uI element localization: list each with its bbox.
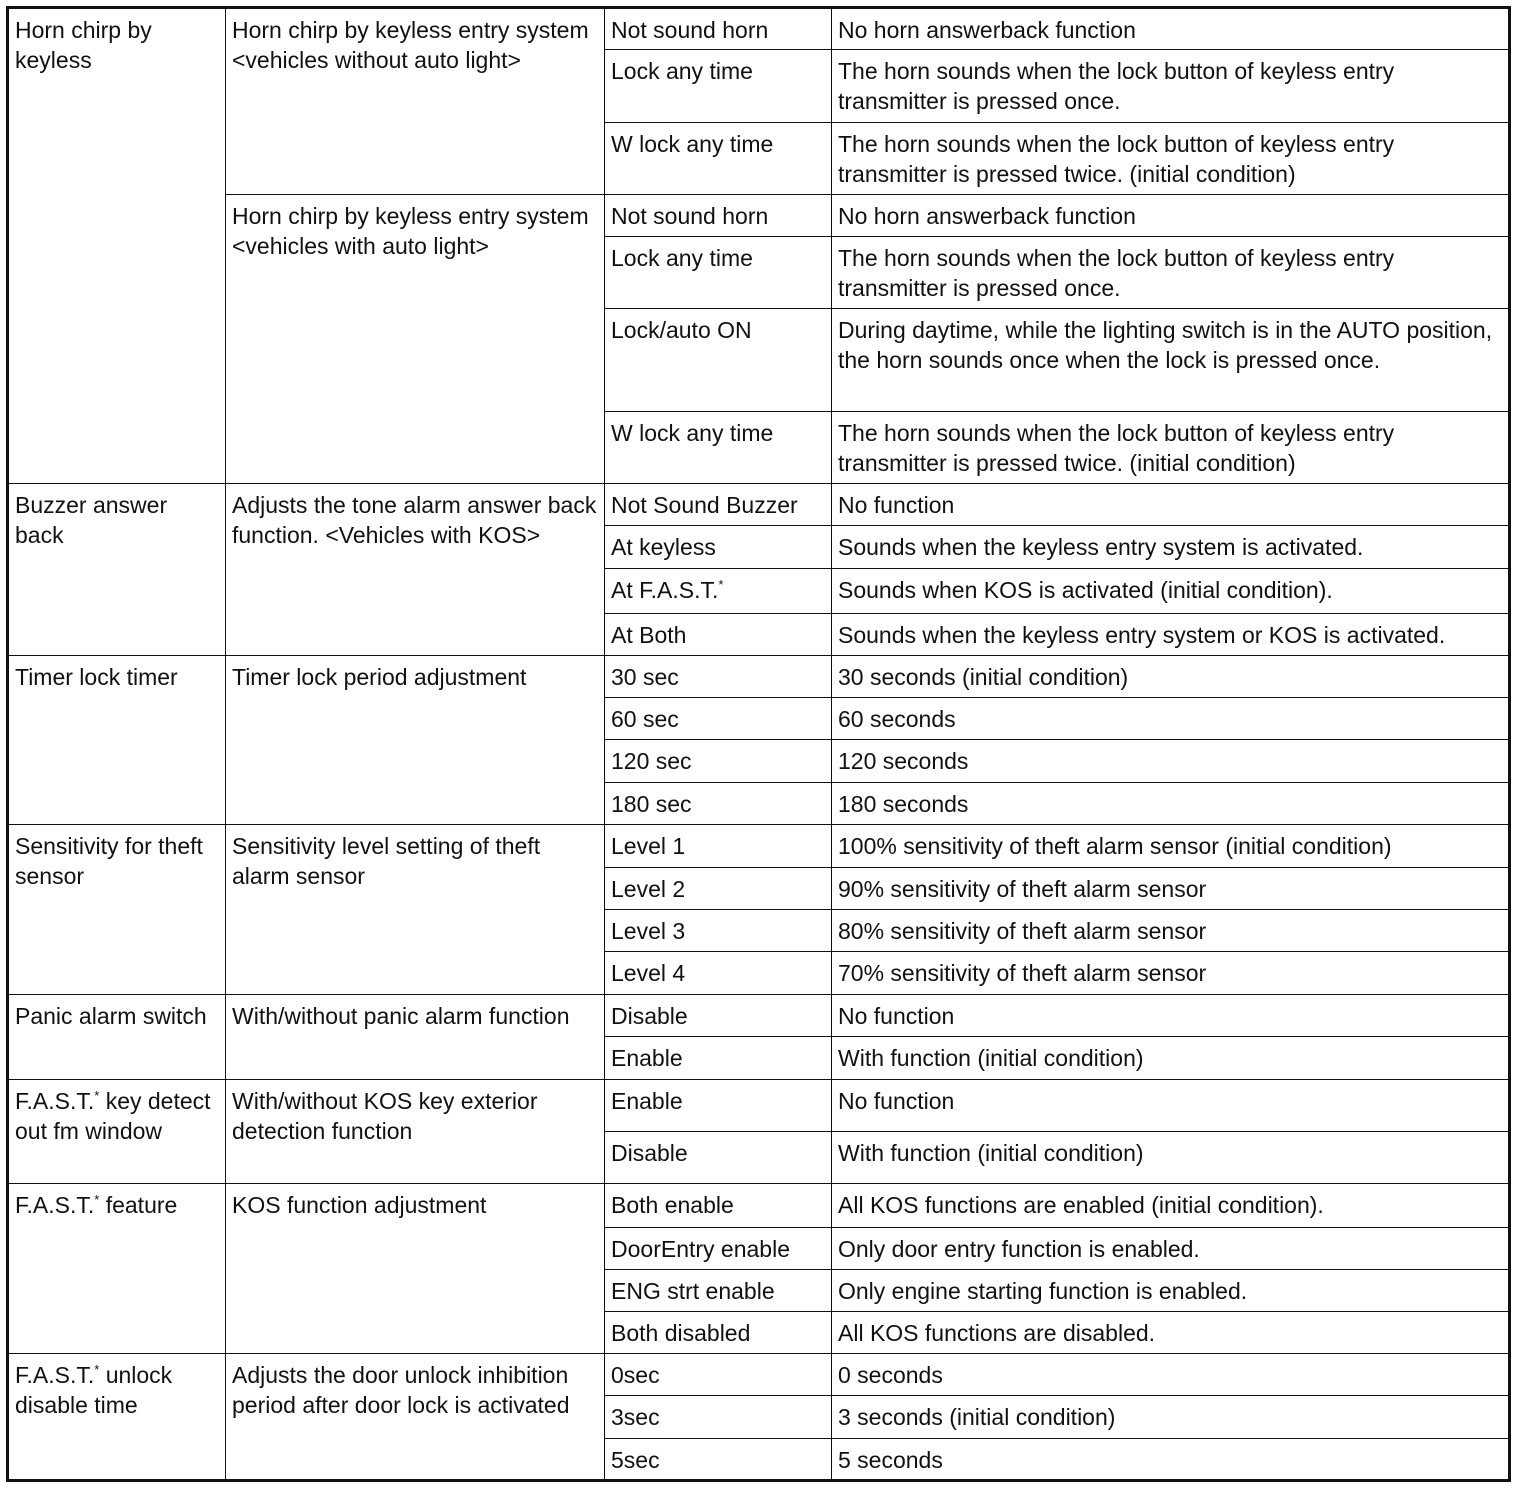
item-name: Panic alarm switch [15, 1002, 207, 1029]
result-cell: No function [832, 484, 1510, 526]
setting-cell [605, 824, 832, 867]
item-name-cell [8, 656, 226, 825]
result-cell: 30 seconds (initial condition) [832, 656, 1510, 698]
item-name-cell [8, 1079, 226, 1183]
setting-value: At Both [611, 621, 687, 648]
setting-value: W lock any time [611, 419, 774, 446]
item-name-rest: feature [99, 1192, 178, 1219]
setting-cell [605, 1227, 832, 1269]
footnote-mark: * [94, 1087, 100, 1103]
setting-cell [605, 740, 832, 782]
result-cell: 5 seconds [832, 1438, 1510, 1480]
result-cell: Sounds when KOS is activated (initial condition). [832, 568, 1510, 613]
setting-value: Level 3 [611, 918, 686, 945]
result-cell: No function [832, 994, 1510, 1036]
setting-value: Not sound horn [611, 17, 769, 43]
setting-value: Enable [611, 1044, 683, 1071]
result-cell: 80% sensitivity of theft alarm sensor [832, 910, 1510, 952]
setting-cell [605, 698, 832, 740]
item-name: Timer lock timer [15, 664, 178, 690]
settings-table [6, 6, 1511, 1482]
setting-value: At F.A.S.T. [611, 576, 719, 603]
setting-cell [605, 910, 832, 952]
setting-cell [605, 1311, 832, 1353]
table-row [8, 1354, 1510, 1396]
description-cell: With/without KOS key exterior detection function [226, 1079, 605, 1183]
setting-value: Level 1 [611, 832, 686, 859]
setting-value: Lock any time [611, 58, 753, 85]
result-cell: With function (initial condition) [832, 1132, 1510, 1184]
result-cell: 60 seconds [832, 698, 1510, 740]
setting-value: DoorEntry enable [611, 1235, 790, 1262]
setting-value: Level 4 [611, 960, 686, 987]
setting-cell [605, 613, 832, 655]
item-name-cell [8, 994, 226, 1079]
result-cell: 70% sensitivity of theft alarm sensor [832, 952, 1510, 994]
setting-value: W lock any time [611, 130, 774, 157]
setting-value: 5sec [611, 1446, 660, 1473]
result-cell: The horn sounds when the lock button of keyless entry transmitter is pressed once. [832, 50, 1510, 122]
item-name-cell [8, 484, 226, 656]
item-name: F.A.S.T. [15, 1192, 95, 1219]
setting-cell [605, 237, 832, 309]
setting-value: 120 sec [611, 748, 692, 775]
table-row [8, 1079, 1510, 1131]
item-name-rest: key detect out fm window [15, 1087, 211, 1144]
description-cell: Adjusts the tone alarm answer back function. <Vehicles with KOS> [226, 484, 605, 656]
table-row [8, 484, 1510, 526]
setting-value: 0sec [611, 1362, 660, 1389]
description-cell: With/without panic alarm function [226, 994, 605, 1079]
setting-value: Lock any time [611, 245, 753, 272]
item-name-cell [8, 1354, 226, 1481]
setting-cell [605, 1354, 832, 1396]
settings-table-body [8, 8, 1510, 1481]
setting-cell [605, 867, 832, 909]
setting-value: Disable [611, 1002, 688, 1029]
setting-cell [605, 952, 832, 994]
item-name-cell [8, 824, 226, 994]
setting-cell [605, 50, 832, 122]
item-name: Buzzer answer back [15, 492, 168, 549]
item-name-rest: unlock disable time [15, 1362, 173, 1419]
result-cell: 3 seconds (initial condition) [832, 1396, 1510, 1438]
result-cell: No horn answerback function [832, 194, 1510, 236]
result-cell: With function (initial condition) [832, 1036, 1510, 1079]
description-cell: Timer lock period adjustment [226, 656, 605, 825]
setting-value: ENG strt enable [611, 1277, 775, 1304]
setting-cell [605, 411, 832, 483]
item-name: Horn chirp by keyless [15, 17, 152, 73]
setting-cell [605, 526, 832, 568]
setting-value: Enable [611, 1087, 683, 1114]
footnote-mark: * [718, 576, 724, 592]
result-cell: 0 seconds [832, 1354, 1510, 1396]
result-cell: During daytime, while the lighting switch is in the AUTO position, the horn sounds once when the lock is pressed once. [832, 309, 1510, 411]
setting-value: Level 2 [611, 875, 686, 902]
setting-cell [605, 1036, 832, 1079]
setting-cell [605, 194, 832, 236]
result-cell: Sounds when the keyless entry system is activated. [832, 526, 1510, 568]
result-cell: All KOS functions are disabled. [832, 1311, 1510, 1353]
table-row [8, 1184, 1510, 1227]
result-cell: 90% sensitivity of theft alarm sensor [832, 867, 1510, 909]
description-cell: Horn chirp by keyless entry system <vehicles with auto light> [226, 194, 605, 483]
setting-cell [605, 1184, 832, 1227]
setting-cell [605, 1438, 832, 1480]
table-row [8, 8, 1510, 50]
setting-cell [605, 1132, 832, 1184]
setting-value: Both disabled [611, 1319, 751, 1346]
result-cell: No horn answerback function [832, 8, 1510, 50]
table-row [8, 994, 1510, 1036]
setting-value: 180 sec [611, 790, 692, 817]
setting-cell [605, 122, 832, 194]
result-cell: 100% sensitivity of theft alarm sensor (initial condition) [832, 824, 1510, 867]
setting-cell [605, 1269, 832, 1311]
result-cell: All KOS functions are enabled (initial condition). [832, 1184, 1510, 1227]
setting-cell [605, 484, 832, 526]
item-name: Sensitivity for theft sensor [15, 832, 203, 889]
description-cell: Horn chirp by keyless entry system <vehicles without auto light> [226, 8, 605, 195]
setting-value: Not Sound Buzzer [611, 492, 798, 519]
description-cell: Sensitivity level setting of theft alarm sensor [226, 824, 605, 994]
description-cell: KOS function adjustment [226, 1184, 605, 1354]
result-cell: Only door entry function is enabled. [832, 1227, 1510, 1269]
item-name: F.A.S.T. [15, 1087, 95, 1114]
setting-value: 60 sec [611, 706, 679, 733]
footnote-mark: * [94, 1362, 100, 1378]
table-row [8, 194, 1510, 236]
result-cell: 180 seconds [832, 782, 1510, 824]
setting-cell [605, 8, 832, 50]
description-cell: Adjusts the door unlock inhibition period after door lock is activated [226, 1354, 605, 1481]
setting-cell [605, 782, 832, 824]
table-row [8, 824, 1510, 867]
item-name-cell [8, 1184, 226, 1354]
setting-cell [605, 1079, 832, 1131]
setting-value: Not sound horn [611, 202, 769, 229]
setting-cell [605, 994, 832, 1036]
result-cell: Sounds when the keyless entry system or KOS is activated. [832, 613, 1510, 655]
setting-cell [605, 1396, 832, 1438]
result-cell: Only engine starting function is enabled. [832, 1269, 1510, 1311]
table-row [8, 656, 1510, 698]
setting-value: Disable [611, 1140, 688, 1167]
result-cell: The horn sounds when the lock button of keyless entry transmitter is pressed twice. (initial condition) [832, 411, 1510, 483]
setting-value: At keyless [611, 534, 716, 561]
item-name-cell [8, 8, 226, 484]
result-cell: The horn sounds when the lock button of keyless entry transmitter is pressed once. [832, 237, 1510, 309]
setting-cell [605, 656, 832, 698]
setting-value: 3sec [611, 1404, 660, 1431]
footnote-mark: * [94, 1192, 100, 1208]
setting-value: Both enable [611, 1192, 734, 1219]
setting-cell [605, 568, 832, 613]
item-name: F.A.S.T. [15, 1362, 95, 1389]
result-cell: 120 seconds [832, 740, 1510, 782]
result-cell: No function [832, 1079, 1510, 1131]
setting-value: 30 sec [611, 664, 679, 690]
result-cell: The horn sounds when the lock button of keyless entry transmitter is pressed twice. (initial condition) [832, 122, 1510, 194]
setting-cell [605, 309, 832, 411]
setting-value: Lock/auto ON [611, 317, 752, 344]
